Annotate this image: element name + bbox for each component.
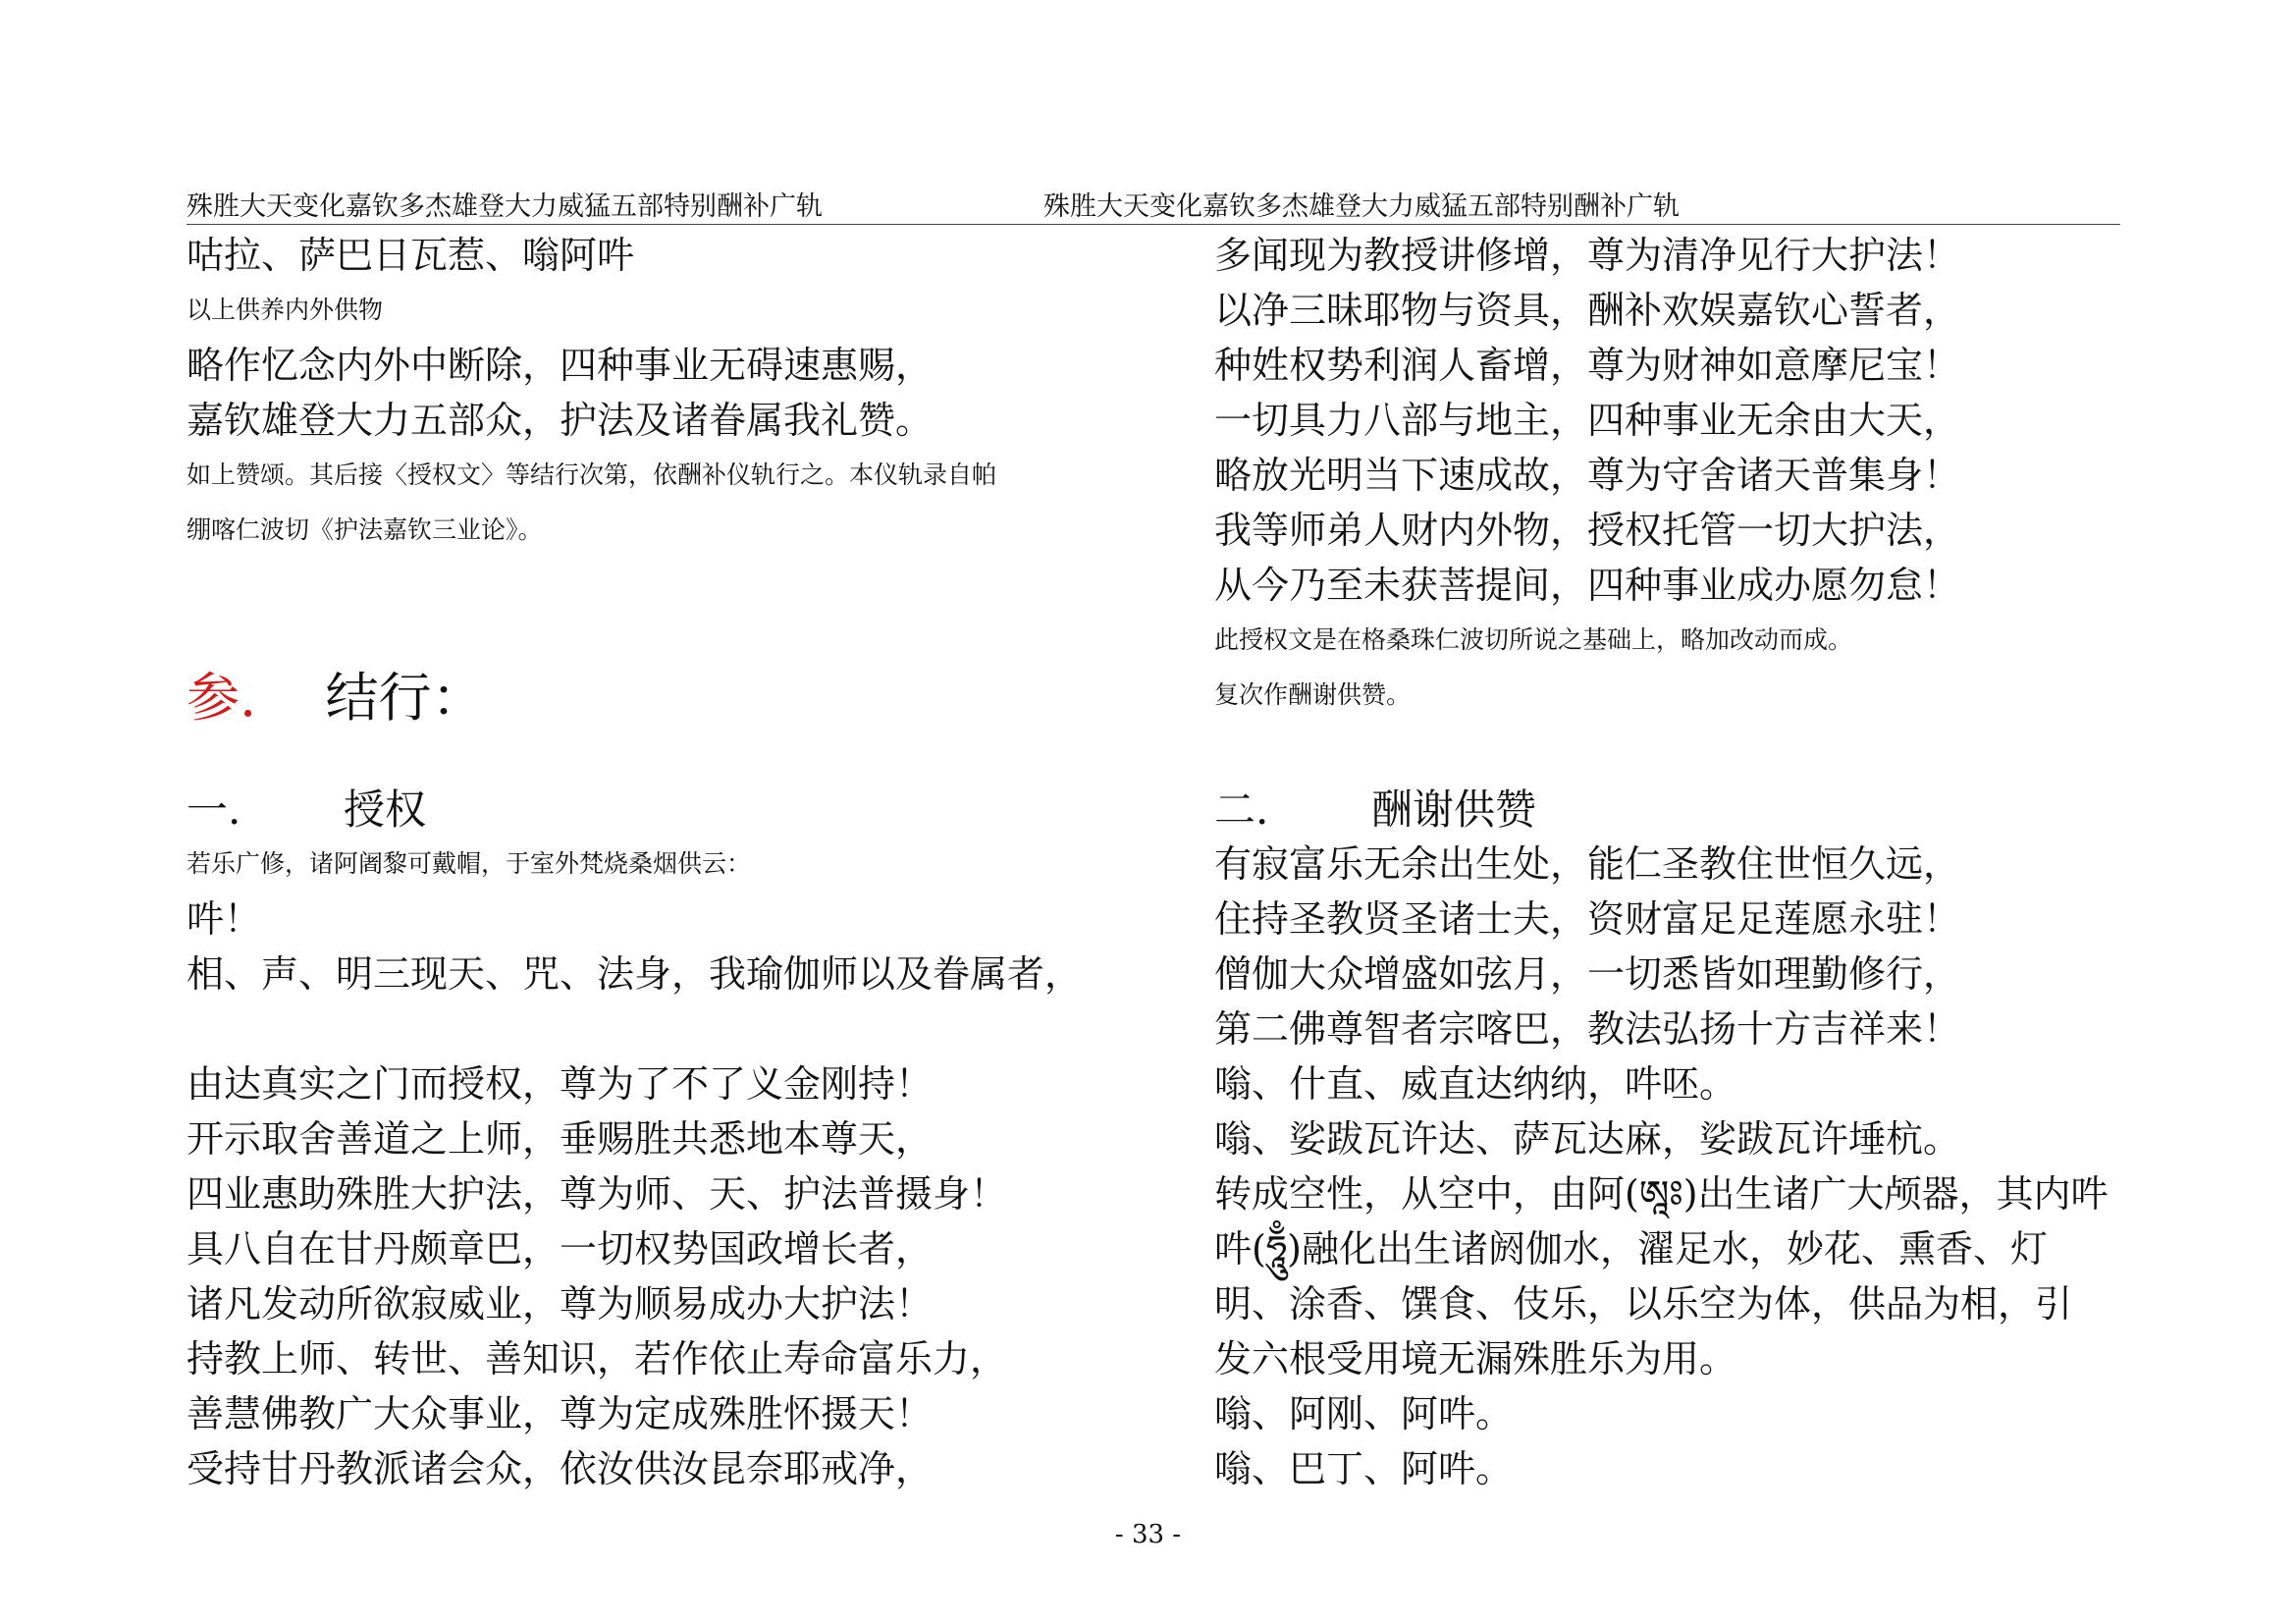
instruction-line: 若乐广修，诸阿阇黎可戴帽，于室外梵烧桑烟供云：	[187, 849, 752, 878]
verse-line: 略放光明当下速成故，尊为守舍诸天普集身！	[1214, 454, 1961, 497]
right-top-block	[1214, 228, 1960, 723]
mantra-line: 咕拉、萨巴日瓦惹、嗡阿吽	[187, 234, 635, 277]
left-top-block	[187, 228, 996, 558]
header-rule	[187, 224, 2120, 225]
right-body-block	[1214, 837, 2109, 1496]
verse-line: 吽(ཧཱུྃ)融化出生诸阏伽水，濯足水，妙花、熏香、灯	[1214, 1227, 2049, 1271]
subsection-heading-left	[187, 778, 426, 837]
instruction-line: 此授权文是在格桑珠仁波切所说之基础上，略加改动而成。	[1214, 625, 1853, 654]
instruction-line: 以上供养内外供物	[187, 296, 384, 324]
verse-line: 僧伽大众增盛如弦月，一切悉皆如理勤修行，	[1214, 952, 1961, 996]
instruction-line: 如上赞颂。其后接〈授权文〉等结行次第，依酬补仪轨行之。本仪轨录自帕	[187, 460, 997, 489]
verse-line: 转成空性，从空中，由阿(ཨཱཿ)出生诸广大颅器，其内吽	[1214, 1172, 2109, 1216]
verse-line: 从今乃至未获菩提间，四种事业成办愿勿怠！	[1214, 564, 1961, 607]
verse-line: 嗡、什直、威直达纳纳，吽呸。	[1214, 1062, 1737, 1106]
subsection-title: 酬谢供赞	[1371, 785, 1537, 834]
subsection-heading-right	[1214, 778, 1536, 837]
left-body-block	[187, 837, 1082, 1496]
verse-line: 多闻现为教授讲修增，尊为清净见行大护法！	[1214, 234, 1961, 277]
verse-line: 我等师弟人财内外物，授权托管一切大护法，	[1214, 509, 1961, 552]
verse-line: 具八自在甘丹颇章巴，一切权势国政增长者，	[187, 1227, 934, 1271]
verse-line: 第二佛尊智者宗喀巴，教法弘扬十方吉祥来！	[1214, 1007, 1961, 1051]
verse-line: 嘉钦雄登大力五部众，护法及诸眷属我礼赞。	[187, 399, 934, 442]
verse-line: 相、声、明三现天、咒、法身，我瑜伽师以及眷属者，	[187, 952, 1083, 996]
verse-line: 发六根受用境无漏殊胜乐为用。	[1214, 1337, 1737, 1380]
instruction-line: 绷喀仁波切《护法嘉钦三业论》。	[187, 515, 543, 544]
page-number: - 33 -	[1114, 1520, 1182, 1549]
verse-line: 种姓权势利润人畜增，尊为财神如意摩尼宝！	[1214, 344, 1961, 387]
verse-line: 嗡、娑跋瓦许达、萨瓦达麻，娑跋瓦许埵杭。	[1214, 1117, 1961, 1161]
subsection-title: 授权	[344, 785, 427, 834]
running-header-right: 殊胜大天变化嘉钦多杰雄登大力威猛五部特别酬补广轨	[1043, 191, 1680, 222]
section-heading	[187, 656, 485, 731]
verse-line: 一切具力八部与地主，四种事业无余由大天，	[1214, 399, 1961, 442]
verse-line: 诸凡发动所欲寂威业，尊为顺易成办大护法！	[187, 1282, 934, 1325]
verse-line: 略作忆念内外中断除，四种事业无碍速惠赐，	[187, 344, 934, 387]
verse-line: 有寂富乐无余出生处，能仁圣教住世恒久远，	[1214, 842, 1961, 886]
verse-line: 由达真实之门而授权，尊为了不了义金刚持！	[187, 1062, 934, 1106]
verse-line: 持教上师、转世、善知识，若作依止寿命富乐力，	[187, 1337, 1008, 1380]
verse-line: 吽！	[187, 897, 262, 941]
verse-line: 嗡、巴丁、阿吽。	[1214, 1447, 1514, 1490]
verse-line: 明、涂香、馔食、伎乐，以乐空为体，供品为相，引	[1214, 1282, 2073, 1325]
verse-line: 嗡、阿刚、阿吽。	[1214, 1392, 1514, 1435]
verse-line: 开示取舍善道之上师，垂赐胜共悉地本尊天，	[187, 1117, 934, 1161]
instruction-line: 复次作酬谢供赞。	[1214, 680, 1412, 709]
blank-line	[187, 1001, 1082, 1056]
verse-line: 四业惠助殊胜大护法，尊为师、天、护法普摄身！	[187, 1172, 1008, 1216]
section-title: 结行：	[325, 667, 485, 729]
verse-line: 受持甘丹教派诸会众，依汝供汝昆奈耶戒净，	[187, 1447, 934, 1490]
section-number: 参.	[187, 667, 257, 729]
verse-line: 住持圣教贤圣诸士夫，资财富足足莲愿永驻！	[1214, 897, 1961, 941]
verse-line: 以净三昧耶物与资具，酬补欢娱嘉钦心誓者，	[1214, 289, 1961, 332]
subsection-number: 一.	[187, 785, 241, 834]
subsection-number: 二.	[1214, 785, 1269, 834]
running-header-left: 殊胜大天变化嘉钦多杰雄登大力威猛五部特别酬补广轨	[187, 191, 823, 222]
verse-line: 善慧佛教广大众事业，尊为定成殊胜怀摄天！	[187, 1392, 934, 1435]
